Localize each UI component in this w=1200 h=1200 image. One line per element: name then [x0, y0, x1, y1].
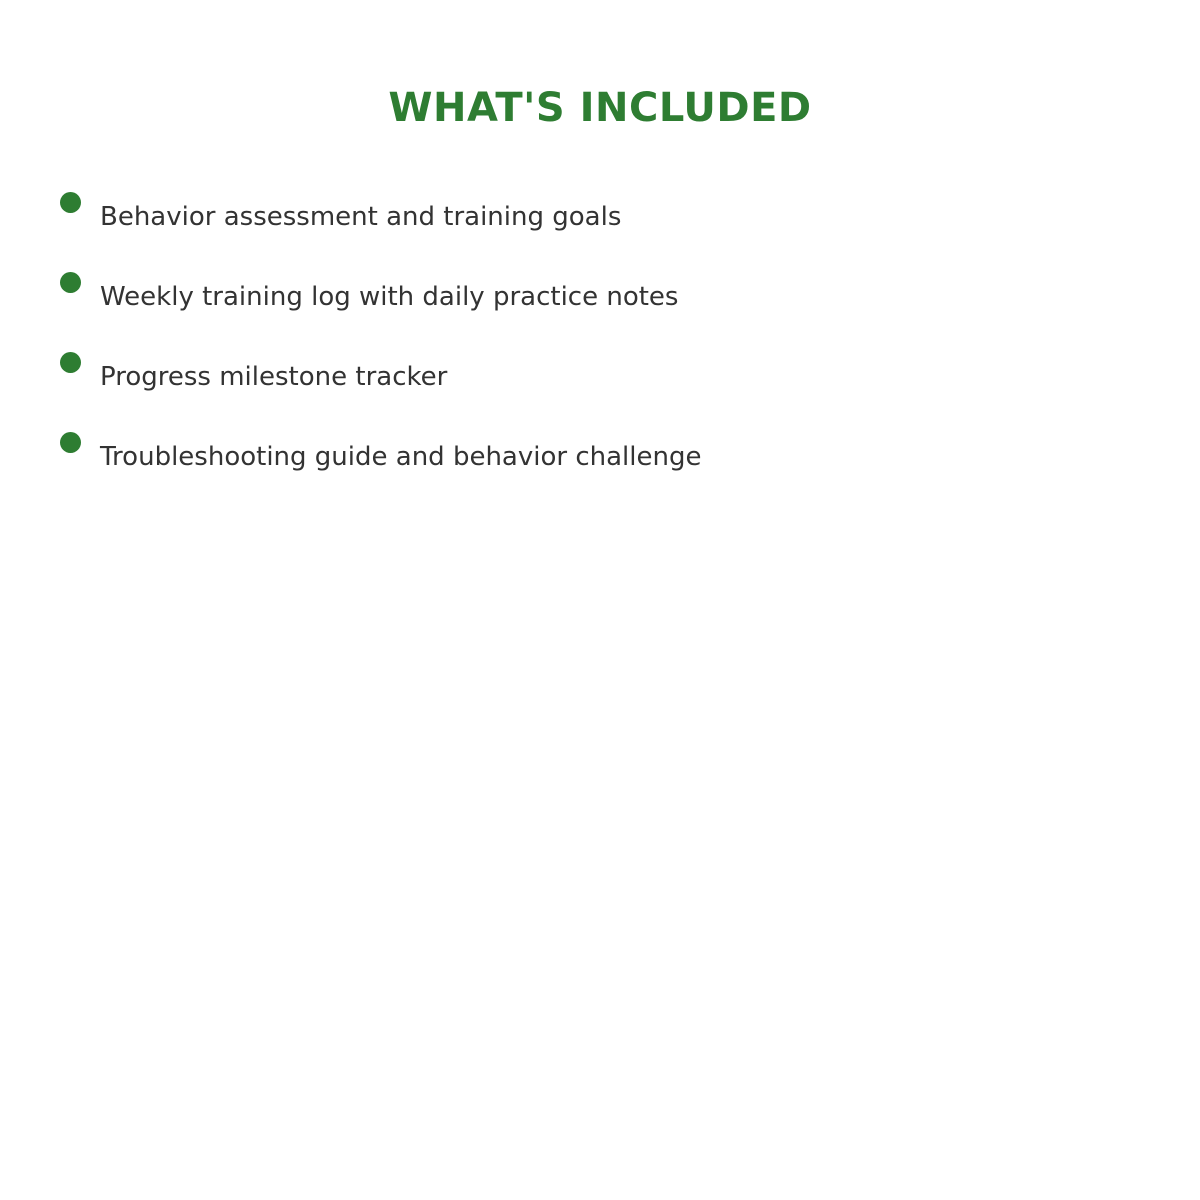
list-item-label: Troubleshooting guide and behavior challenge — [100, 442, 702, 472]
list-item — [60, 350, 1140, 430]
list-item — [60, 190, 1140, 270]
list-item-label: Weekly training log with daily practice notes — [100, 282, 679, 312]
list-item — [60, 430, 1140, 510]
included-list — [60, 190, 1140, 510]
list-item — [60, 270, 1140, 350]
bullet-icon — [60, 272, 81, 293]
list-item-label: Progress milestone tracker — [100, 362, 448, 392]
list-item-label: Behavior assessment and training goals — [100, 202, 622, 232]
bullet-icon — [60, 192, 81, 213]
page-title: WHAT'S INCLUDED — [388, 84, 812, 131]
bullet-icon — [60, 352, 81, 373]
bullet-icon — [60, 432, 81, 453]
